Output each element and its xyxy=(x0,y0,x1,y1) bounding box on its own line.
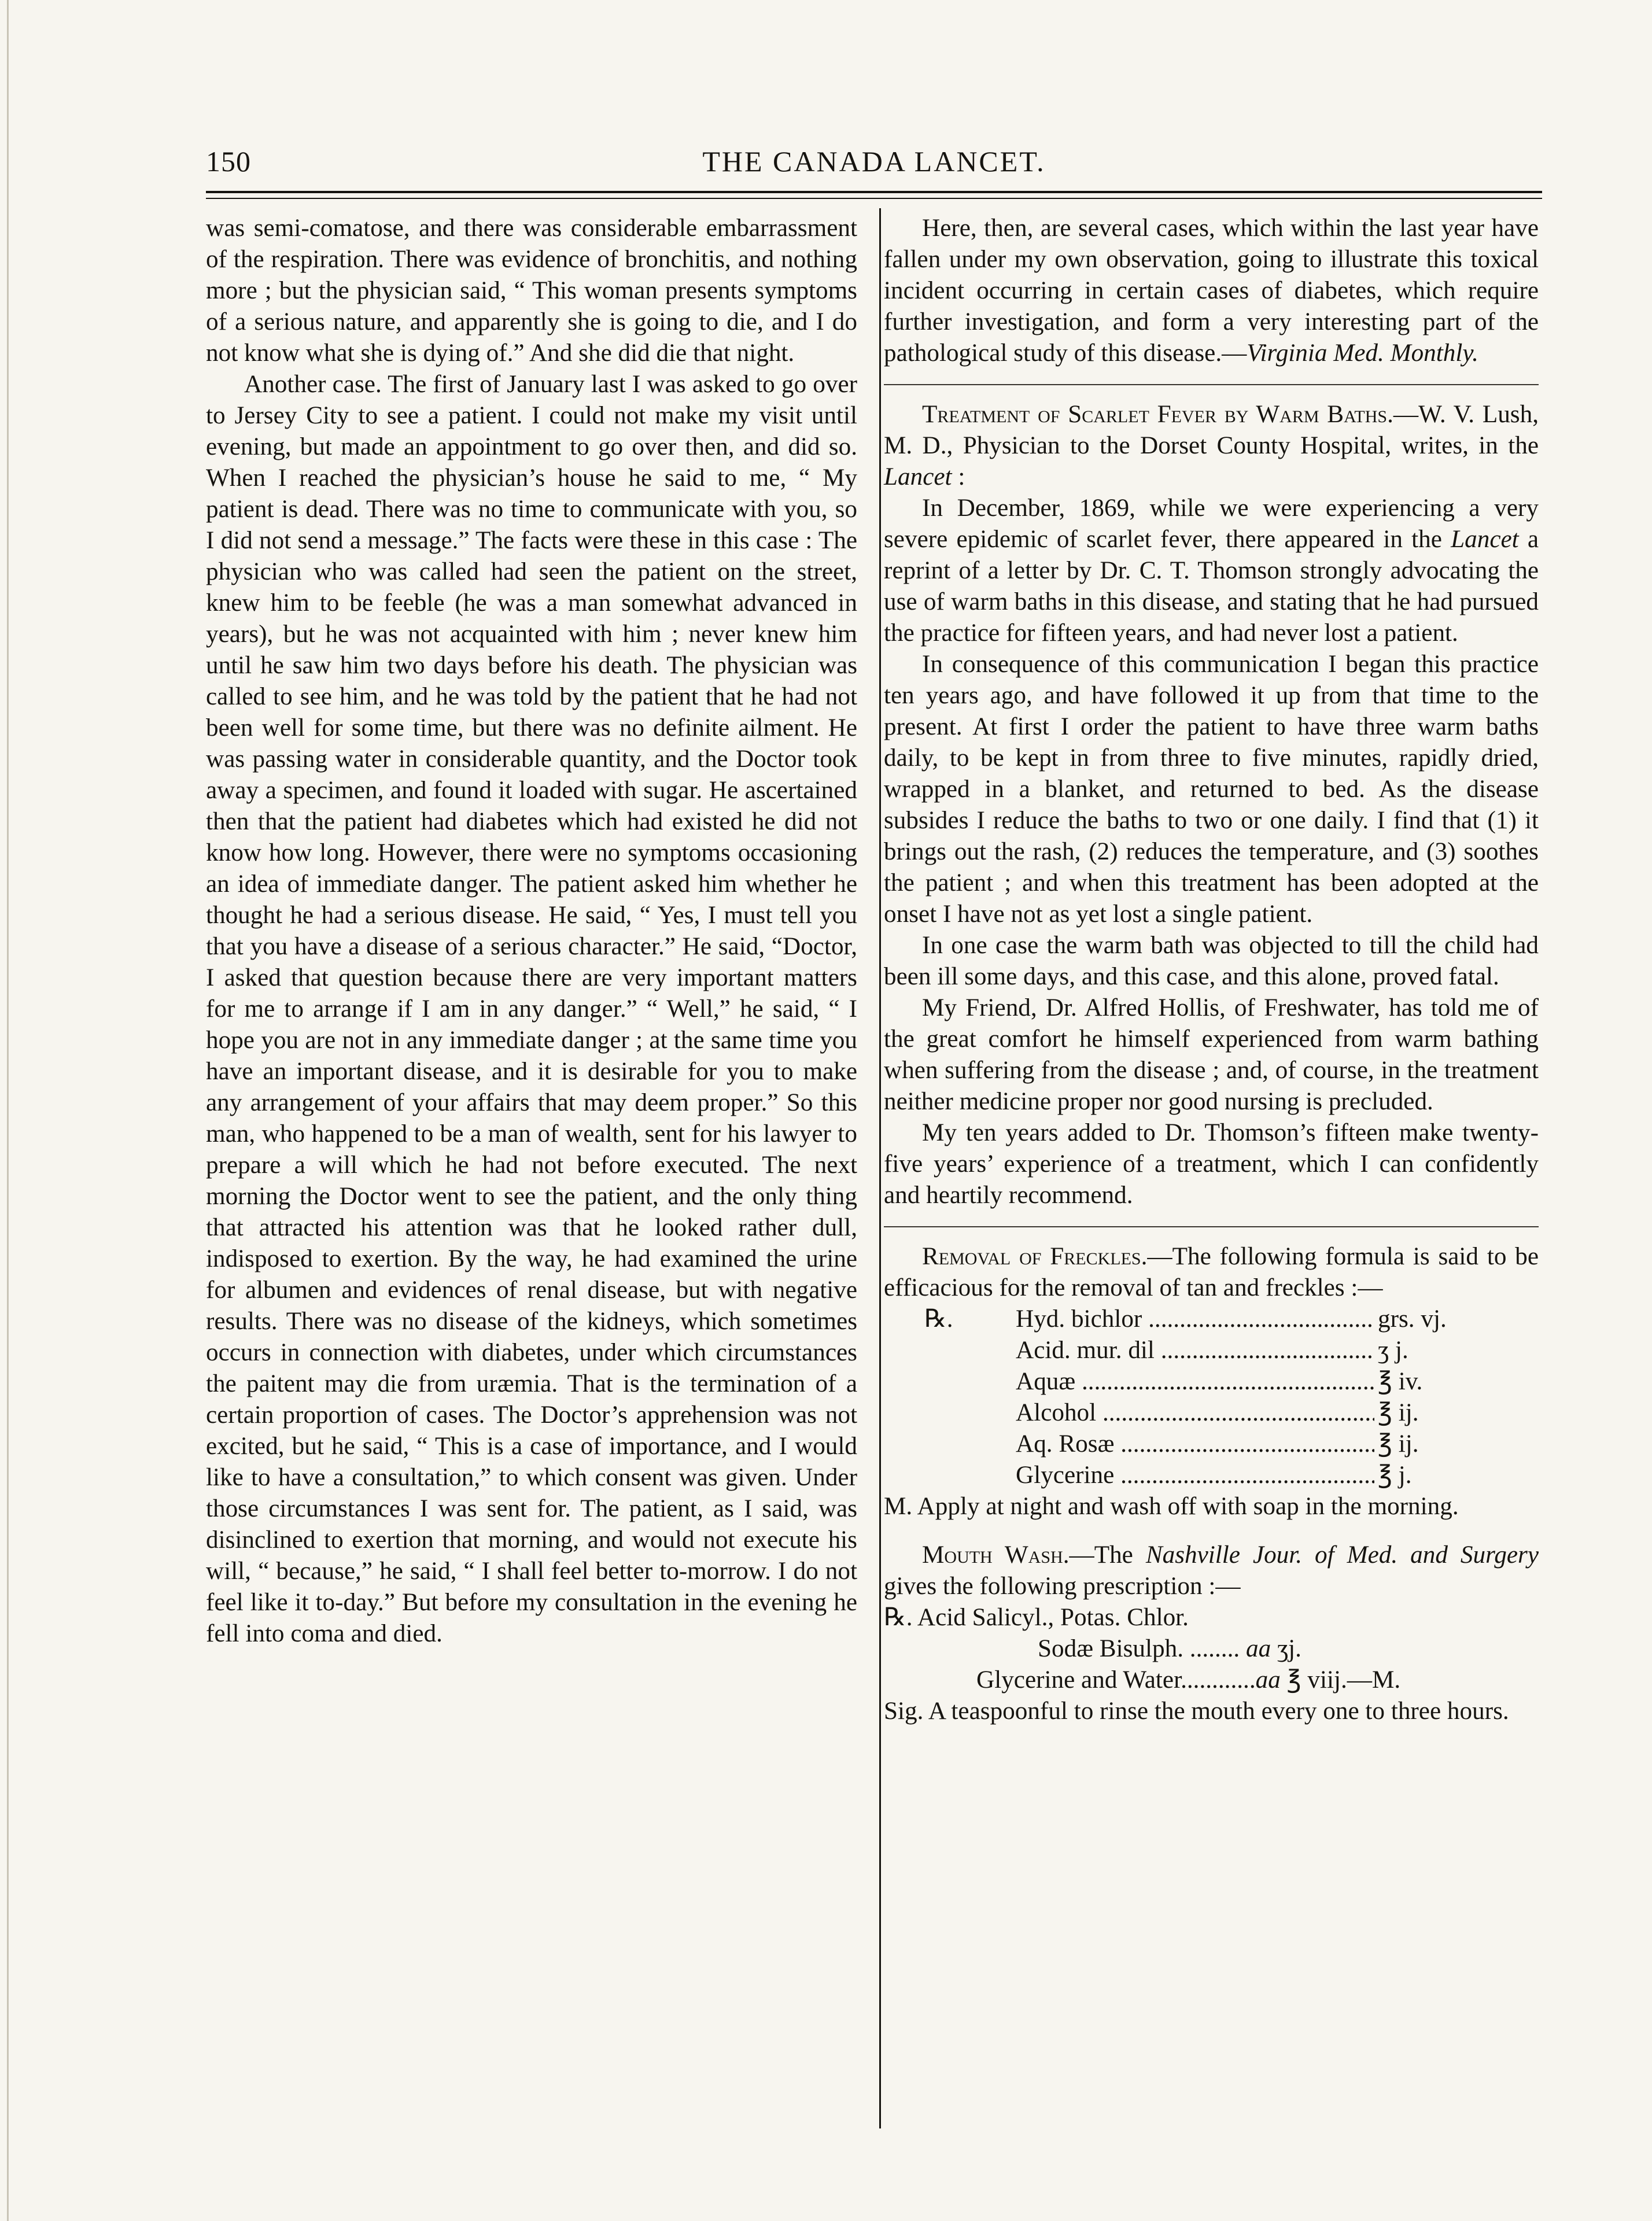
section-separator xyxy=(884,384,1539,385)
prescription-line: Acid. mur. dil ..... ʒ j. xyxy=(884,1335,1539,1366)
article-heading: Treatment of Scarlet Fever by Warm Baths. xyxy=(922,401,1393,428)
directions: M. Apply at night and wash off with soap in the morning. xyxy=(884,1493,1459,1520)
freckles-intro: Removal of Freckles.—The following formula is said to be efficacious for the removal of tan and freckles :— xyxy=(884,1243,1539,1301)
header-rule-thick xyxy=(206,191,1542,193)
freckles-prescription xyxy=(884,1304,1539,1491)
prescription-line: Aq. Rosæ ..... ℥ ij. xyxy=(884,1429,1539,1460)
paragraph: Another case. The first of January last I was asked to go over to Jersey City to see a patient. I could not make my visit until evening, but made an appointment to go over then, and did so. When I reached the physician’s house he said to me, “ My patient is dead. There was no time to communicate with you, so I did not send a message.” The facts were these in this case : The physician who was called had seen the patient on the street, knew him to be feeble (he was a man somewhat advanced in years), but he was not acquainted with him ; never knew him until he saw him two days before his death. The physician was called to see him, and he was told by the patient that he had not been well for some time, but there was no definite ailment. He was passing water in considerable quantity, and the Doctor took away a specimen, and found it loaded with sugar. He ascertained then that the patient had diabetes which had existed he did not know how long. However, there were no symptoms occasioning an idea of immediate danger. The patient asked him whether he thought he had a serious disease. He said, “ Yes, I must tell you that you have a disease of a serious character.” He said, “Doctor, I asked that question because there are very important matters for me to arrange if I am in any danger.” “ Well,” he said, “ I hope you are not in any immediate danger ; at the same time you have an important disease, and it is desirable for you to make any arrangement of your affairs that may deem proper.” So this man, who happened to be a man of wealth, sent for his lawyer to prepare a will which he had not before executed. The next morning the Doctor went to see the patient, and the only thing that attracted his attention was that he looked rather dull, indisposed to exertion. By the way, he had examined the urine for albumen and evidences of renal disease, but with negative results. There was no disease of the kidneys, which sometimes occurs in connection with diabetes, under which circumstances the paitent may die from uræmia. That is the termination of a certain proportion of cases. The Doctor’s apprehension was not excited, but he said, “ This is a case of importance, and I would like to have a consultation,” to which consent was given. Under those circumstances I was sent for. The patient, as I said, was disinclined to exertion that morning, and would not execute his will, “ because,” he said, “ I shall feel better to-morrow. I do not feel like it to-day.” But before my consultation in the evening he fell into coma and died. xyxy=(206,371,857,1647)
prescription-line: ℞. Acid Salicyl., Potas. Chlor. xyxy=(884,1604,1189,1631)
prescription-line: ℞. Hyd. bichlor ..... grs. vj. xyxy=(884,1304,1539,1335)
mouth-wash-intro: Mouth Wash.—The Nashville Jour. of Med. and Surgery gives the following prescription :— xyxy=(884,1541,1539,1600)
article-heading: Mouth Wash. xyxy=(922,1541,1070,1569)
paragraph: In consequence of this communication I began this practice ten years ago, and have followed it up from that time to the present. At first I order the patient to have three warm baths daily, to be kept in from three to five minutes, rapidly dried, wrapped in a blanket, and returned to bed. As the disease subsides I reduce the baths to two or one daily. I find that (1) it brings out the rash, (2) reduces the temperature, and (3) soothes the patient ; and when this treatment has been adopted at the onset I have not as yet lost a single patient. xyxy=(884,651,1539,928)
page-header xyxy=(206,145,1542,185)
signa-instructions: Sig. A teaspoonful to rinse the mouth every one to three hours. xyxy=(884,1698,1509,1725)
scan-margin-line xyxy=(7,0,9,2221)
section-separator xyxy=(884,1226,1539,1227)
source-citation: Virginia Med. Monthly. xyxy=(1247,340,1478,367)
paragraph: was semi-comatose, and there was considerable embarrassment of the respiration. There was evidence of bronchitis, and nothing more ; but the physician said, “ This woman presents symptoms of a serious nature, and apparently she is going to die, and I do not know what she is dying of.” And she did die that night. xyxy=(206,215,857,367)
journal-title: THE CANADA LANCET. xyxy=(702,145,1046,178)
paragraph: In December, 1869, while we were experiencing a very severe epidemic of scarlet fever, there appeared in the Lancet a reprint of a letter by Dr. C. T. Thomson strongly advocating the use of warm baths in this disease, and stating that he had pursued the practice for fifteen years, and had never lost a patient. xyxy=(884,495,1539,647)
column-divider xyxy=(879,208,881,2128)
intro-paragraph: Here, then, are several cases, which within the last year have fallen under my own observation, going to illustrate this toxical incident occurring in certain cases of diabetes, which require further investigation, and form a very interesting part of the pathological study of this disease.—Virginia Med. Monthly. xyxy=(884,215,1539,367)
header-rule-thin xyxy=(206,198,1542,199)
prescription-line: Glycerine ..... ℥ j. xyxy=(884,1460,1539,1491)
page-number: 150 xyxy=(206,145,251,178)
left-column xyxy=(206,213,857,1650)
prescription-line: Sodæ Bisulph. ........ aa ʒj. xyxy=(1038,1635,1301,1662)
paragraph: My Friend, Dr. Alfred Hollis, of Freshwater, has told me of the great comfort he himself experienced from warm bathing when suffering from the disease ; and, of course, in the treatment neither medicine proper nor good nursing is precluded. xyxy=(884,994,1539,1115)
recipe-symbol: ℞. xyxy=(924,1305,953,1333)
article-heading: Removal of Freckles. xyxy=(922,1243,1148,1270)
paragraph: In one case the warm bath was objected to till the child had been ill some days, and this case, and this alone, proved fatal. xyxy=(884,932,1539,990)
scarlet-fever-intro: Treatment of Scarlet Fever by Warm Baths.—W. V. Lush, M. D., Physician to the Dorset County Hospital, writes, in the Lancet : xyxy=(884,401,1539,490)
right-column xyxy=(884,213,1539,1727)
mouth-wash-prescription xyxy=(884,1602,1539,1696)
prescription-line: Aquæ ..... ℥ iv. xyxy=(884,1366,1539,1397)
prescription-line: Alcohol ..... ℥ ij. xyxy=(884,1397,1539,1429)
prescription-line: Glycerine and Water............aa ℥ viij.—M. xyxy=(976,1666,1401,1694)
paragraph: My ten years added to Dr. Thomson’s fifteen make twenty-five years’ experience of a treatment, which I can confidently and heartily recommend. xyxy=(884,1119,1539,1209)
